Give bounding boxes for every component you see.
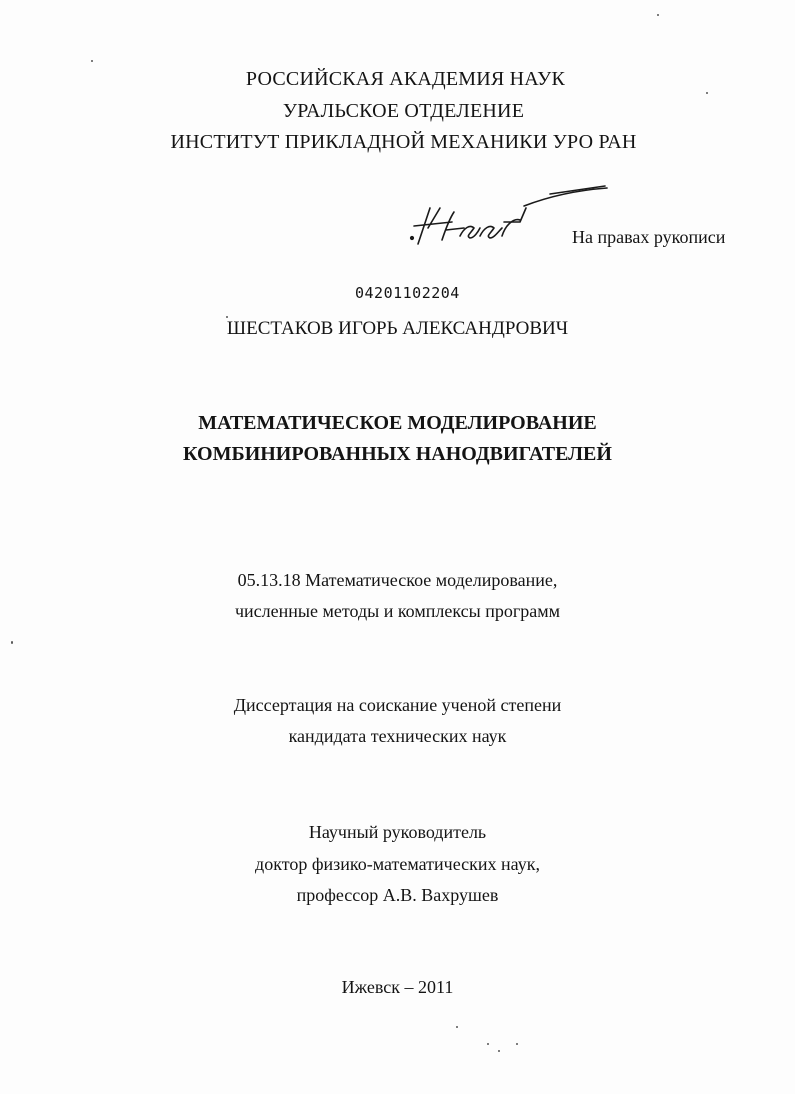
specialty-line-1: 05.13.18 Математическое моделирование,: [237, 570, 558, 590]
author-name: ШЕСТАКОВ ИГОРЬ АЛЕКСАНДРОВИЧ: [226, 318, 569, 339]
institute-name: ИНСТИТУТ ПРИКЛАДНОЙ МЕХАНИКИ УРО РАН: [170, 131, 637, 153]
scan-speck: [498, 1050, 500, 1052]
scan-speck: [11, 641, 13, 644]
supervisor-degree: доктор физико-математических наук,: [255, 854, 540, 874]
dissertation-line-1: Диссертация на соискание ученой степени: [233, 695, 562, 715]
rights-note: На правах рукописи: [572, 227, 726, 247]
supervisor-label: Научный руководитель: [308, 822, 487, 842]
supervisor-name: профессор А.В. Вахрушев: [296, 885, 499, 905]
scan-speck: [456, 1026, 458, 1028]
thesis-title-line-1: МАТЕМАТИЧЕСКОЕ МОДЕЛИРОВАНИЕ: [198, 412, 597, 434]
scan-speck: [91, 60, 93, 62]
scan-speck: [706, 92, 708, 94]
scan-speck: [657, 14, 659, 16]
registration-code: 04201102204: [355, 284, 460, 302]
scan-speck: [487, 1043, 489, 1045]
place-and-year: Ижевск – 2011: [341, 977, 454, 997]
branch-name: УРАЛЬСКОЕ ОТДЕЛЕНИЕ: [282, 100, 525, 122]
specialty-line-2: численные методы и комплексы программ: [234, 601, 561, 621]
scan-speck: [516, 1043, 518, 1045]
academy-name: РОССИЙСКАЯ АКАДЕМИЯ НАУК: [245, 68, 566, 90]
scan-speck: [226, 316, 228, 318]
thesis-title-line-2: КОМБИНИРОВАННЫХ НАНОДВИГАТЕЛЕЙ: [183, 443, 612, 465]
dissertation-line-2: кандидата технических наук: [288, 726, 507, 746]
